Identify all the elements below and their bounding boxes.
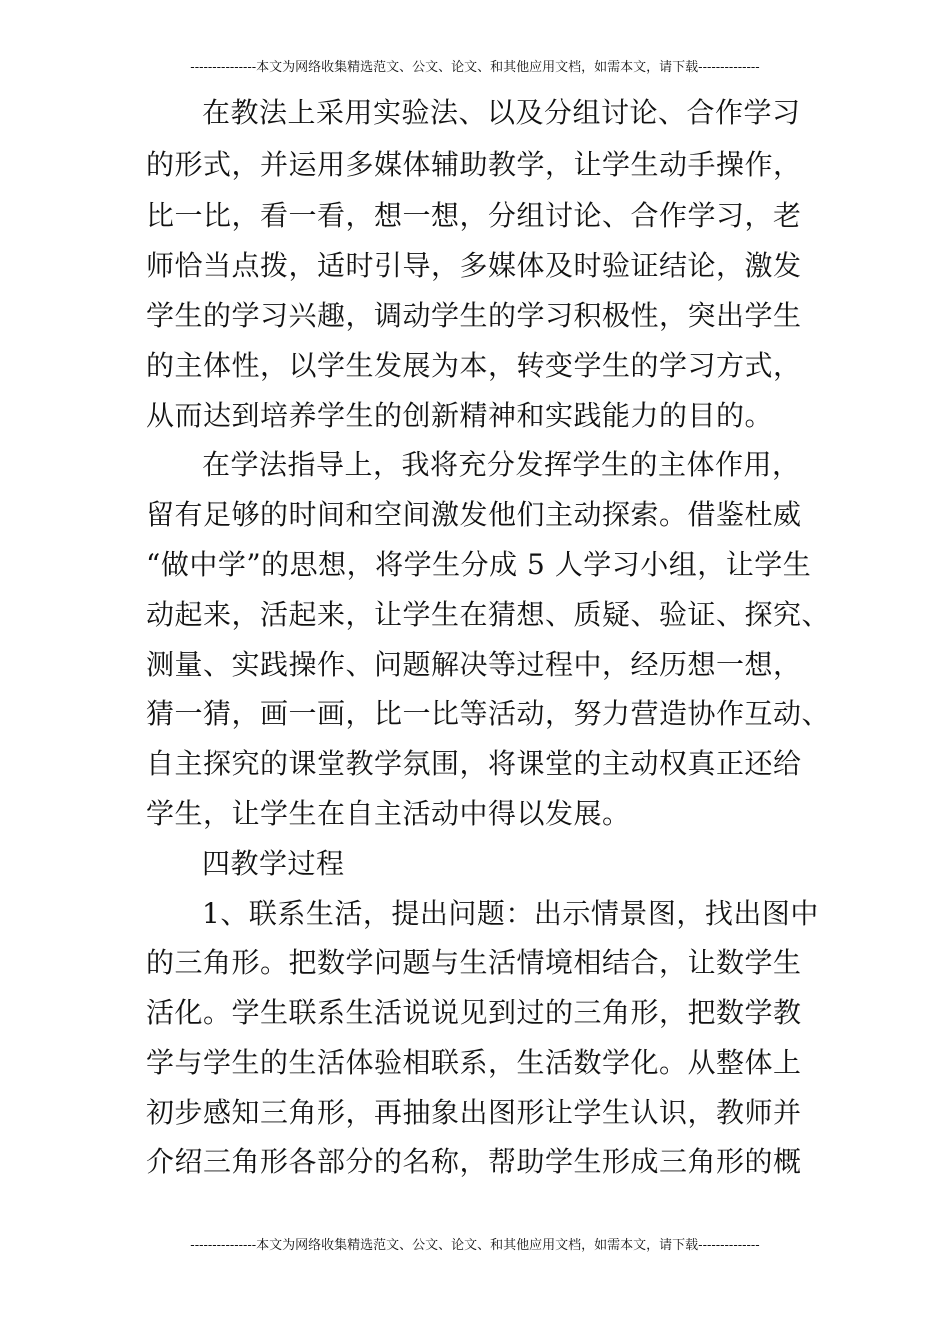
page-footer: ---------------本文为网络收集精选范文、公文、论文、和其他应用文档，如需本文，请下载-------------- (190, 1238, 760, 1253)
text-line: 猜一猜，画一画，比一比等活动，努力营造协作互动、 (146, 697, 831, 730)
text-line: 在教法上采用实验法、以及分组讨论、合作学习 (202, 96, 801, 129)
text-line: 活化。学生联系生活说说见到过的三角形，把数学教 (146, 996, 802, 1029)
text-line: 比一比，看一看，想一想，分组讨论、合作学习，老 (146, 199, 802, 232)
text-line: 1、联系生活，提出问题：出示情景图，找出图中 (202, 897, 819, 930)
text-line: 留有足够的时间和空间激发他们主动探索。借鉴杜威 (146, 498, 802, 531)
text-line: 初步感知三角形，再抽象出图形让学生认识，教师并 (146, 1096, 802, 1129)
page-header: ---------------本文为网络收集精选范文、公文、论文、和其他应用文档，如需本文，请下载-------------- (190, 60, 760, 75)
text-line: 的三角形。把数学问题与生活情境相结合，让数学生 (146, 946, 802, 979)
text-line: 的主体性，以学生发展为本，转变学生的学习方式， (146, 349, 802, 382)
text-line: 从而达到培养学生的创新精神和实践能力的目的。 (146, 399, 774, 432)
text-line: 测量、实践操作、问题解决等过程中，经历想一想， (146, 648, 802, 681)
text-line: 学与学生的生活体验相联系，生活数学化。从整体上 (146, 1046, 802, 1079)
text-line: 在学法指导上，我将充分发挥学生的主体作用， (202, 448, 801, 481)
text-line: “做中学”的思想，将学生分成 5 人学习小组，让学生 (146, 548, 812, 581)
text-line: 学生的学习兴趣，调动学生的学习积极性，突出学生 (146, 299, 802, 332)
text-line: 自主探究的课堂教学氛围，将课堂的主动权真正还给 (146, 747, 802, 780)
section-heading: 四教学过程 (202, 847, 345, 880)
text-line: 动起来，活起来，让学生在猜想、质疑、验证、探究、 (146, 598, 831, 631)
document-body (146, 0, 846, 1344)
text-line: 的形式，并运用多媒体辅助教学，让学生动手操作， (146, 148, 802, 181)
text-line: 师恰当点拨，适时引导，多媒体及时验证结论，激发 (146, 249, 802, 282)
text-line: 学生，让学生在自主活动中得以发展。 (146, 797, 631, 830)
text-line: 介绍三角形各部分的名称，帮助学生形成三角形的概 (146, 1145, 802, 1178)
